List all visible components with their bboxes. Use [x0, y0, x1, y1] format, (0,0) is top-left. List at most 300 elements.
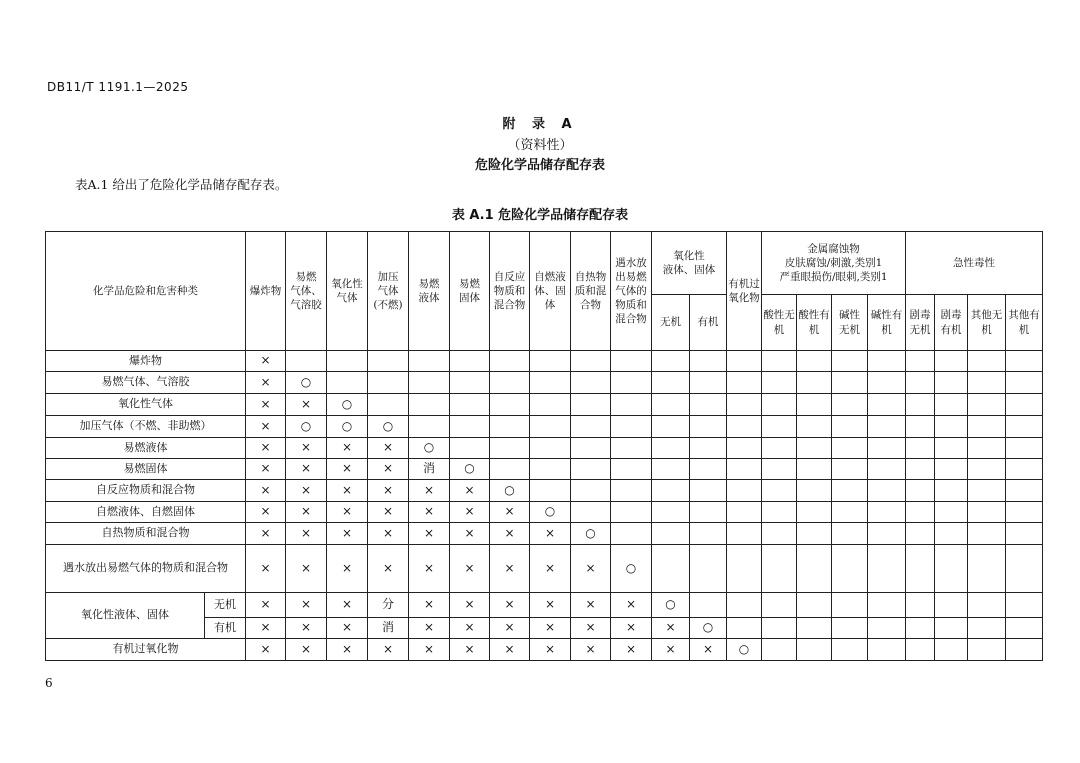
- empty-cell: [690, 416, 727, 438]
- empty-cell: [368, 394, 409, 416]
- compatibility-mark: ×: [246, 351, 286, 372]
- empty-cell: [571, 416, 611, 438]
- compatibility-mark: ×: [368, 459, 409, 480]
- table-row: [46, 480, 1043, 502]
- empty-cell: [450, 394, 490, 416]
- empty-cell: [935, 618, 968, 639]
- empty-cell: [530, 480, 571, 502]
- empty-cell: [906, 394, 935, 416]
- compatibility-mark: ×: [327, 523, 368, 545]
- col-header-highly-toxic-inorganic: 剧毒 无机: [906, 295, 935, 351]
- compatibility-mark: ×: [450, 502, 490, 523]
- empty-cell: [797, 416, 832, 438]
- empty-cell: [490, 416, 530, 438]
- compatibility-mark: ×: [450, 593, 490, 618]
- empty-cell: [1006, 416, 1043, 438]
- row-label: 有机过氧化物: [46, 639, 246, 661]
- empty-cell: [762, 394, 797, 416]
- empty-cell: [832, 545, 868, 593]
- empty-cell: [968, 545, 1006, 593]
- empty-cell: [935, 639, 968, 661]
- empty-cell: [868, 639, 906, 661]
- empty-cell: [797, 372, 832, 394]
- page-number: 6: [45, 676, 53, 690]
- compatibility-mark: ○: [450, 459, 490, 480]
- compatibility-mark: ○: [327, 394, 368, 416]
- compatibility-mark: ×: [327, 459, 368, 480]
- compatibility-mark: ×: [409, 618, 450, 639]
- empty-cell: [868, 438, 906, 459]
- compatibility-mark: ×: [246, 593, 286, 618]
- compatibility-mark: ×: [490, 593, 530, 618]
- empty-cell: [1006, 593, 1043, 618]
- compatibility-mark: ×: [327, 480, 368, 502]
- empty-cell: [762, 545, 797, 593]
- empty-cell: [368, 372, 409, 394]
- compatibility-mark: ×: [286, 545, 327, 593]
- compatibility-mark: ○: [286, 416, 327, 438]
- col-header-acid-organic: 酸性有 机: [797, 295, 832, 351]
- compatibility-mark: ×: [409, 639, 450, 661]
- empty-cell: [611, 394, 652, 416]
- empty-cell: [530, 438, 571, 459]
- col-header-corrosive-group: 金属腐蚀物 皮肤腐蚀/刺激,类别1 严重眼损伤/眼刺,类别1: [762, 232, 906, 295]
- compatibility-mark: ×: [450, 618, 490, 639]
- compatibility-mark: ×: [611, 618, 652, 639]
- compatibility-mark: ×: [246, 523, 286, 545]
- compatibility-mark: ×: [409, 502, 450, 523]
- empty-cell: [797, 459, 832, 480]
- empty-cell: [490, 394, 530, 416]
- compatibility-mark: ×: [327, 502, 368, 523]
- compatibility-mark: ×: [490, 618, 530, 639]
- empty-cell: [727, 372, 762, 394]
- empty-cell: [530, 459, 571, 480]
- empty-cell: [935, 480, 968, 502]
- compatibility-mark: ×: [409, 593, 450, 618]
- table-caption: 表 A.1 危险化学品储存配存表: [451, 208, 629, 223]
- empty-cell: [906, 618, 935, 639]
- empty-cell: [1006, 618, 1043, 639]
- storage-compatibility-table: [45, 231, 1043, 661]
- empty-cell: [727, 523, 762, 545]
- empty-cell: [530, 394, 571, 416]
- empty-cell: [690, 480, 727, 502]
- compatibility-mark: ×: [286, 394, 327, 416]
- empty-cell: [490, 372, 530, 394]
- empty-cell: [571, 459, 611, 480]
- col-header-oxidizing-group: 氧化性 液体、固体: [652, 232, 727, 295]
- compatibility-mark: ×: [490, 523, 530, 545]
- empty-cell: [906, 372, 935, 394]
- empty-cell: [797, 502, 832, 523]
- compatibility-mark: ×: [450, 523, 490, 545]
- row-label: 遇水放出易燃气体的物质和混合物: [46, 545, 246, 593]
- compatibility-mark: ×: [246, 480, 286, 502]
- empty-cell: [935, 351, 968, 372]
- empty-cell: [1006, 639, 1043, 661]
- corner-header: 化学品危险和危害种类: [46, 232, 246, 351]
- appendix-nature: （资料性）: [507, 138, 573, 153]
- empty-cell: [906, 545, 935, 593]
- empty-cell: [409, 394, 450, 416]
- compatibility-mark: ×: [652, 618, 690, 639]
- empty-cell: [409, 416, 450, 438]
- empty-cell: [832, 639, 868, 661]
- empty-cell: [727, 438, 762, 459]
- empty-cell: [762, 438, 797, 459]
- empty-cell: [935, 416, 968, 438]
- empty-cell: [906, 351, 935, 372]
- empty-cell: [832, 618, 868, 639]
- empty-cell: [690, 438, 727, 459]
- empty-cell: [327, 372, 368, 394]
- empty-cell: [611, 416, 652, 438]
- empty-cell: [571, 394, 611, 416]
- table-row: [46, 351, 1043, 372]
- empty-cell: [868, 618, 906, 639]
- compatibility-mark: ×: [490, 545, 530, 593]
- compatibility-mark: ×: [246, 545, 286, 593]
- compatibility-mark: ×: [450, 639, 490, 661]
- document-title: 危险化学品储存配存表: [474, 158, 605, 173]
- empty-cell: [868, 459, 906, 480]
- empty-cell: [327, 351, 368, 372]
- empty-cell: [797, 639, 832, 661]
- compatibility-mark: ×: [246, 394, 286, 416]
- compatibility-mark: ×: [690, 639, 727, 661]
- empty-cell: [868, 394, 906, 416]
- matrix-body: [46, 351, 1043, 661]
- compatibility-mark: ○: [652, 593, 690, 618]
- empty-cell: [832, 459, 868, 480]
- empty-cell: [690, 372, 727, 394]
- empty-cell: [690, 394, 727, 416]
- row-label: 氧化性气体: [46, 394, 246, 416]
- table-row: [46, 438, 1043, 459]
- compatibility-mark: ×: [327, 438, 368, 459]
- empty-cell: [935, 372, 968, 394]
- empty-cell: [727, 593, 762, 618]
- compatibility-mark: ○: [327, 416, 368, 438]
- col-header-explosives: 爆炸物: [246, 232, 286, 351]
- empty-cell: [797, 593, 832, 618]
- compatibility-mark: ×: [611, 639, 652, 661]
- compatibility-mark: ×: [286, 618, 327, 639]
- empty-cell: [1006, 502, 1043, 523]
- empty-cell: [797, 480, 832, 502]
- col-header-self-heating: 自热物 质和混 合物: [571, 232, 611, 351]
- empty-cell: [906, 593, 935, 618]
- intro-text: 表A.1 给出了危险化学品储存配存表。: [75, 177, 288, 192]
- empty-cell: [832, 523, 868, 545]
- col-header-other-toxic-organic: 其他有 机: [1006, 295, 1043, 351]
- empty-cell: [652, 523, 690, 545]
- compatibility-mark: ×: [368, 523, 409, 545]
- row-sublabel: 无机: [205, 593, 246, 618]
- empty-cell: [832, 438, 868, 459]
- empty-cell: [797, 351, 832, 372]
- compatibility-mark: ×: [286, 639, 327, 661]
- empty-cell: [762, 639, 797, 661]
- compatibility-mark: ×: [571, 593, 611, 618]
- empty-cell: [490, 438, 530, 459]
- compatibility-mark: ×: [286, 523, 327, 545]
- row-label: 氧化性液体、固体: [46, 593, 205, 639]
- empty-cell: [652, 459, 690, 480]
- compatibility-mark: ×: [286, 502, 327, 523]
- empty-cell: [1006, 480, 1043, 502]
- compatibility-mark: ×: [246, 639, 286, 661]
- empty-cell: [832, 593, 868, 618]
- empty-cell: [450, 351, 490, 372]
- compatibility-mark: ○: [690, 618, 727, 639]
- empty-cell: [906, 416, 935, 438]
- table-row: [46, 372, 1043, 394]
- empty-cell: [935, 545, 968, 593]
- empty-cell: [611, 502, 652, 523]
- empty-cell: [797, 394, 832, 416]
- empty-cell: [797, 618, 832, 639]
- compatibility-mark: ×: [571, 639, 611, 661]
- empty-cell: [868, 416, 906, 438]
- empty-cell: [690, 351, 727, 372]
- empty-cell: [797, 523, 832, 545]
- empty-cell: [906, 459, 935, 480]
- empty-cell: [490, 351, 530, 372]
- empty-cell: [935, 438, 968, 459]
- empty-cell: [727, 618, 762, 639]
- empty-cell: [868, 372, 906, 394]
- compatibility-mark: ○: [409, 438, 450, 459]
- empty-cell: [611, 372, 652, 394]
- compatibility-mark: ×: [286, 480, 327, 502]
- row-label: 爆炸物: [46, 351, 246, 372]
- compatibility-mark: ×: [571, 545, 611, 593]
- row-label: 易燃固体: [46, 459, 246, 480]
- compatibility-mark: ×: [246, 416, 286, 438]
- compatibility-mark: ○: [368, 416, 409, 438]
- compatibility-mark: ×: [530, 523, 571, 545]
- empty-cell: [690, 459, 727, 480]
- col-header-oxidizing-inorganic: 无机: [652, 295, 690, 351]
- empty-cell: [935, 523, 968, 545]
- compatibility-mark: ×: [571, 618, 611, 639]
- appendix-title: 附 录 A: [502, 117, 578, 132]
- compatibility-mark: ×: [327, 545, 368, 593]
- empty-cell: [727, 480, 762, 502]
- empty-cell: [652, 545, 690, 593]
- empty-cell: [832, 372, 868, 394]
- table-row: [46, 416, 1043, 438]
- empty-cell: [690, 502, 727, 523]
- empty-cell: [935, 459, 968, 480]
- col-header-alkali-inorganic: 碱性 无机: [832, 295, 868, 351]
- empty-cell: [690, 523, 727, 545]
- col-header-other-toxic-inorganic: 其他无 机: [968, 295, 1006, 351]
- empty-cell: [906, 523, 935, 545]
- compatibility-mark: ×: [490, 502, 530, 523]
- empty-cell: [868, 480, 906, 502]
- compatibility-mark: ○: [571, 523, 611, 545]
- empty-cell: [935, 394, 968, 416]
- empty-cell: [727, 459, 762, 480]
- empty-cell: [832, 502, 868, 523]
- empty-cell: [450, 372, 490, 394]
- compatibility-mark: ×: [327, 639, 368, 661]
- compatibility-mark: ○: [530, 502, 571, 523]
- compatibility-mark: ×: [652, 639, 690, 661]
- compatibility-mark: ×: [246, 459, 286, 480]
- compatibility-mark: ×: [409, 523, 450, 545]
- compatibility-mark: 分: [368, 593, 409, 618]
- empty-cell: [968, 502, 1006, 523]
- empty-cell: [1006, 351, 1043, 372]
- table-row: [46, 545, 1043, 593]
- empty-cell: [571, 502, 611, 523]
- empty-cell: [1006, 372, 1043, 394]
- col-header-gas-under-pressure: 加压 气体 (不燃): [368, 232, 409, 351]
- empty-cell: [530, 416, 571, 438]
- empty-cell: [490, 459, 530, 480]
- row-label: 加压气体（不燃、非助燃）: [46, 416, 246, 438]
- empty-cell: [571, 438, 611, 459]
- empty-cell: [762, 523, 797, 545]
- compatibility-mark: ×: [246, 372, 286, 394]
- empty-cell: [611, 438, 652, 459]
- empty-cell: [409, 351, 450, 372]
- empty-cell: [409, 372, 450, 394]
- empty-cell: [968, 523, 1006, 545]
- empty-cell: [868, 545, 906, 593]
- empty-cell: [762, 459, 797, 480]
- empty-cell: [571, 372, 611, 394]
- empty-cell: [727, 394, 762, 416]
- empty-cell: [762, 618, 797, 639]
- compatibility-mark: ×: [327, 618, 368, 639]
- empty-cell: [968, 459, 1006, 480]
- empty-cell: [727, 416, 762, 438]
- empty-cell: [968, 351, 1006, 372]
- empty-cell: [968, 480, 1006, 502]
- compatibility-mark: ×: [286, 593, 327, 618]
- empty-cell: [762, 351, 797, 372]
- empty-cell: [868, 593, 906, 618]
- empty-cell: [571, 480, 611, 502]
- empty-cell: [906, 438, 935, 459]
- empty-cell: [935, 502, 968, 523]
- col-header-self-reactive: 自反应 物质和 混合物: [490, 232, 530, 351]
- standard-code: DB11/T 1191.1—2025: [47, 80, 189, 94]
- table-row: [46, 502, 1043, 523]
- compatibility-mark: ×: [368, 639, 409, 661]
- empty-cell: [968, 438, 1006, 459]
- empty-cell: [968, 372, 1006, 394]
- empty-cell: [832, 351, 868, 372]
- row-label: 易燃气体、气溶胶: [46, 372, 246, 394]
- empty-cell: [832, 480, 868, 502]
- row-label: 自热物质和混合物: [46, 523, 246, 545]
- row-sublabel: 有机: [205, 618, 246, 639]
- empty-cell: [690, 545, 727, 593]
- empty-cell: [762, 593, 797, 618]
- col-header-organic-peroxide: 有机过 氧化物: [727, 232, 762, 351]
- empty-cell: [727, 502, 762, 523]
- empty-cell: [611, 351, 652, 372]
- col-header-flammable-liquid: 易燃 液体: [409, 232, 450, 351]
- empty-cell: [762, 480, 797, 502]
- compatibility-mark: ×: [368, 545, 409, 593]
- empty-cell: [935, 593, 968, 618]
- col-header-toxic-group: 急性毒性: [906, 232, 1043, 295]
- empty-cell: [571, 351, 611, 372]
- empty-cell: [450, 416, 490, 438]
- empty-cell: [727, 351, 762, 372]
- col-header-oxidizing-organic: 有机: [690, 295, 727, 351]
- col-header-oxidizing-gas: 氧化性 气体: [327, 232, 368, 351]
- table-row: [46, 394, 1043, 416]
- empty-cell: [530, 351, 571, 372]
- empty-cell: [368, 351, 409, 372]
- empty-cell: [968, 394, 1006, 416]
- empty-cell: [652, 372, 690, 394]
- empty-cell: [906, 480, 935, 502]
- empty-cell: [652, 416, 690, 438]
- compatibility-mark: ×: [450, 480, 490, 502]
- compatibility-mark: ○: [611, 545, 652, 593]
- empty-cell: [611, 523, 652, 545]
- compatibility-mark: ×: [368, 502, 409, 523]
- empty-cell: [968, 639, 1006, 661]
- compatibility-mark: ×: [286, 438, 327, 459]
- empty-cell: [450, 438, 490, 459]
- compatibility-mark: ×: [246, 502, 286, 523]
- compatibility-mark: ×: [286, 459, 327, 480]
- col-header-flammable-gas: 易燃 气体、 气溶胶: [286, 232, 327, 351]
- empty-cell: [868, 502, 906, 523]
- row-label: 自燃液体、自燃固体: [46, 502, 246, 523]
- col-header-alkali-organic: 碱性有 机: [868, 295, 906, 351]
- compatibility-mark: ×: [611, 593, 652, 618]
- empty-cell: [286, 351, 327, 372]
- compatibility-mark: ○: [727, 639, 762, 661]
- compatibility-mark: 消: [368, 618, 409, 639]
- empty-cell: [868, 351, 906, 372]
- compatibility-mark: ×: [530, 593, 571, 618]
- empty-cell: [1006, 459, 1043, 480]
- empty-cell: [832, 394, 868, 416]
- col-header-water-reactive: 遇水放 出易燃 气体的 物质和 混合物: [611, 232, 652, 351]
- empty-cell: [1006, 394, 1043, 416]
- col-header-flammable-solid: 易燃 固体: [450, 232, 490, 351]
- empty-cell: [727, 545, 762, 593]
- header-row-1: [46, 232, 1043, 295]
- empty-cell: [762, 416, 797, 438]
- empty-cell: [652, 351, 690, 372]
- empty-cell: [1006, 545, 1043, 593]
- empty-cell: [762, 502, 797, 523]
- empty-cell: [652, 438, 690, 459]
- empty-cell: [530, 372, 571, 394]
- empty-cell: [652, 394, 690, 416]
- table-row: [46, 639, 1043, 661]
- compatibility-mark: ×: [490, 639, 530, 661]
- compatibility-mark: ○: [490, 480, 530, 502]
- empty-cell: [968, 618, 1006, 639]
- empty-cell: [611, 480, 652, 502]
- compatibility-mark: ×: [530, 545, 571, 593]
- compatibility-mark: ○: [286, 372, 327, 394]
